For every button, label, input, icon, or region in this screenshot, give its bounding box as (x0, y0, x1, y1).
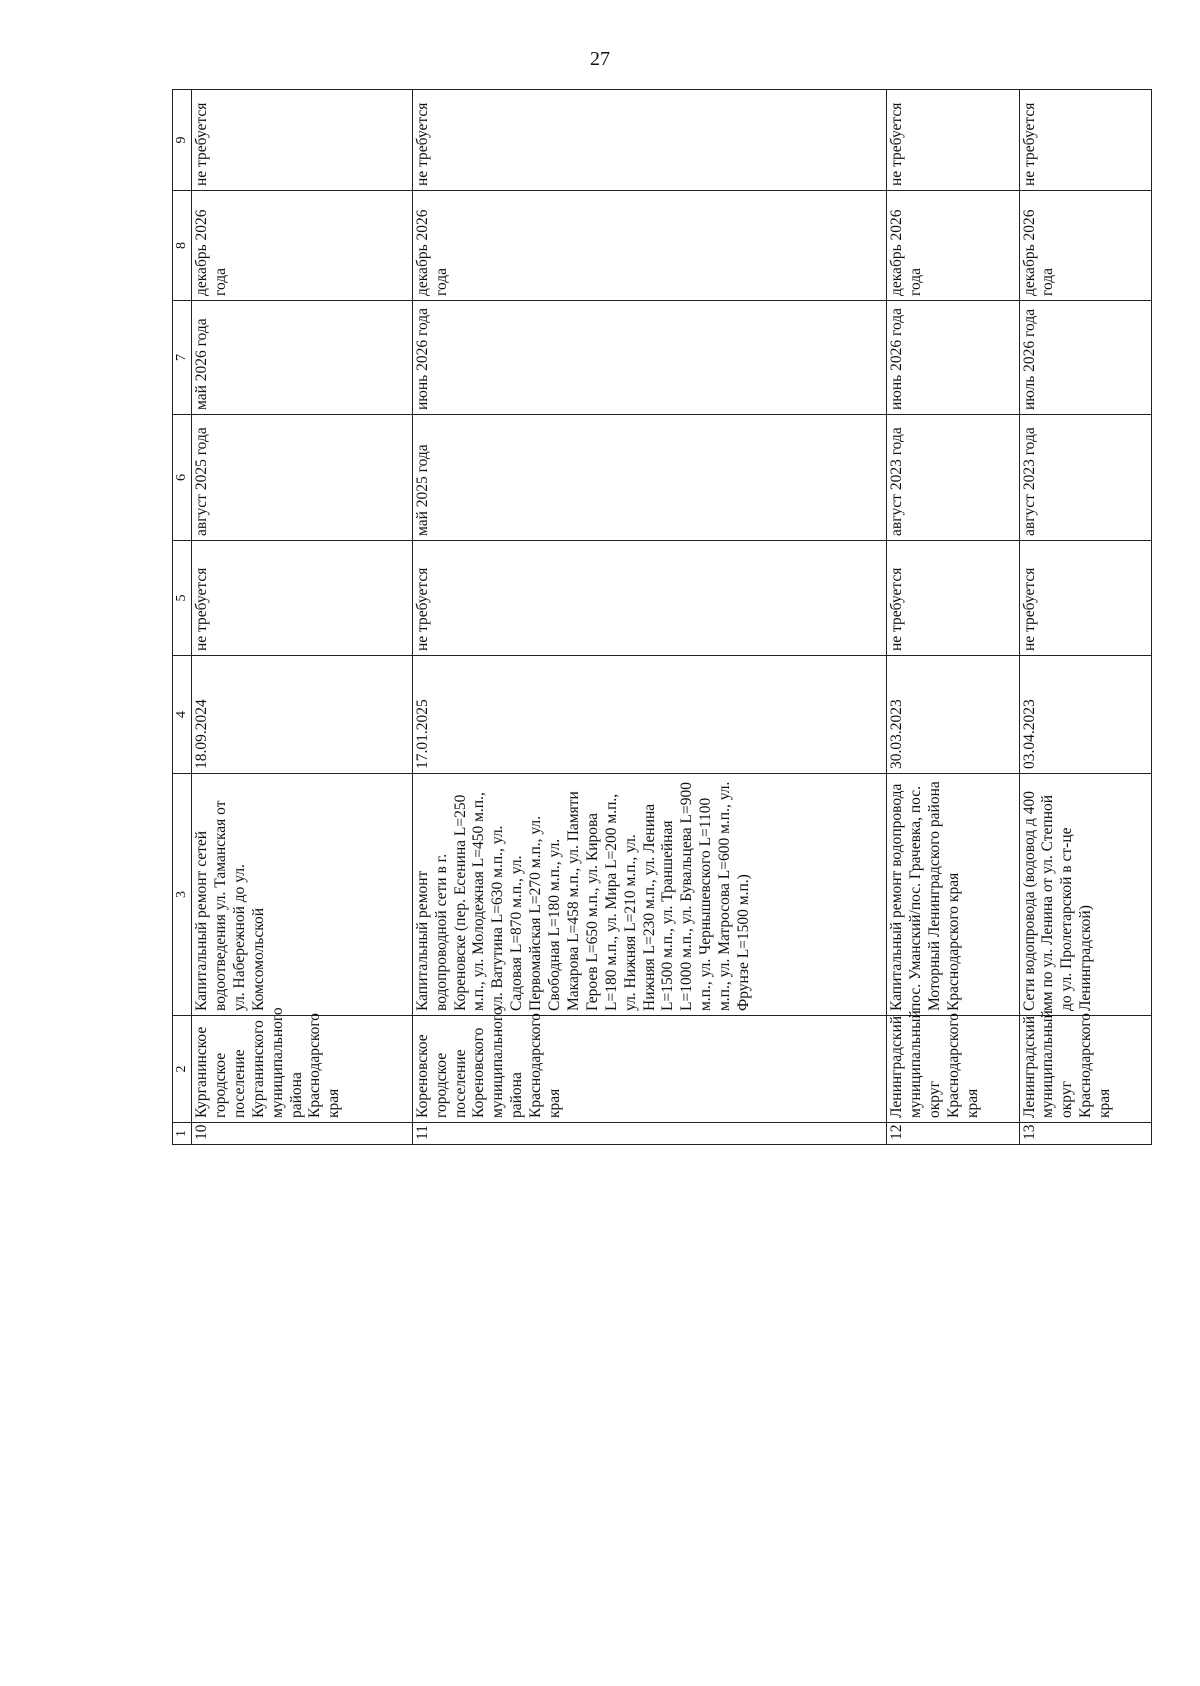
col9-cell: не требуется (1019, 90, 1151, 191)
col5-cell: не требуется (412, 541, 886, 656)
table-row (192, 90, 413, 1145)
column-number-row (173, 90, 192, 1145)
row-number: 11 (412, 1123, 886, 1145)
row-number: 13 (1019, 1123, 1151, 1145)
object-cell: Капитальный ремонт водопроводной сети в г. Кореновске (пер. Есенина L=250 м.п., ул. Молодежная L=450 м.п., ул. Ватутина L=630 м.п., ул. Садовая L=870 м.п., ул. Первомайская L=270 м.п., ул. Свободная L=180 м.п., ул. Макарова L=458 м.п., ул. Памяти Героев L=650 м.п., ул. Кирова L=180 м.п., ул. Мира L=200 м.п., ул. Нижняя L=210 м.п., ул. Нижняя L=230 м.п., ул. Ленина L=1500 м.п., ул. Траншейная L=1000 м.п., ул. Бувальцева L=900 м.п., ул. Чернышевского L=1100 м.п., ул. Матросова L=600 м.п., ул. Фрунзе L=1500 м.п.) (412, 774, 886, 1016)
date-cell: 18.09.2024 (192, 656, 413, 774)
col8-cell: декабрь 2026 года (887, 191, 1019, 301)
col9-cell: не требуется (192, 90, 413, 191)
col7-cell: май 2026 года (192, 301, 413, 415)
schedule-table (172, 89, 1152, 1145)
col7-cell: июнь 2026 года (412, 301, 886, 415)
municipality-cell: Ленинградский муниципальный округ Краснодарского края (887, 1016, 1019, 1123)
municipality-cell: Ленинградский муниципальный округ Краснодарского края (1019, 1016, 1151, 1123)
col7-cell: июль 2026 года (1019, 301, 1151, 415)
col7-cell: июнь 2026 года (887, 301, 1019, 415)
page-number: 27 (590, 48, 610, 70)
row-number: 10 (192, 1123, 413, 1145)
col6-cell: август 2025 года (192, 415, 413, 541)
row-number: 12 (887, 1123, 1019, 1145)
date-cell: 30.03.2023 (887, 656, 1019, 774)
col5-cell: не требуется (887, 541, 1019, 656)
col8-cell: декабрь 2026 года (192, 191, 413, 301)
municipality-cell: Курганинское городское поселение Курганинского муниципального района Краснодарского края (192, 1016, 413, 1123)
col6-cell: август 2023 года (1019, 415, 1151, 541)
column-number: 9 (173, 90, 192, 191)
column-number: 8 (173, 191, 192, 301)
column-number: 7 (173, 301, 192, 415)
col9-cell: не требуется (887, 90, 1019, 191)
table-row (1019, 90, 1151, 1145)
column-number: 4 (173, 656, 192, 774)
column-number: 5 (173, 541, 192, 656)
column-number: 1 (173, 1123, 192, 1145)
col5-cell: не требуется (1019, 541, 1151, 656)
column-number: 2 (173, 1016, 192, 1123)
object-cell: Сети водопровода (водовод д 400 мм по ул. Ленина от ул. Степной до ул. Пролетарской в ст-це Ленинградской) (1019, 774, 1151, 1016)
object-cell: Капитальный ремонт сетей водоотведения ул. Таманская от ул. Набережной до ул. Комсомольской (192, 774, 413, 1016)
municipality-cell: Кореновское городское поселение Кореновского муниципального района Краснодарского края (412, 1016, 886, 1123)
column-number: 6 (173, 415, 192, 541)
col5-cell: не требуется (192, 541, 413, 656)
col9-cell: не требуется (412, 90, 886, 191)
col8-cell: декабрь 2026 года (1019, 191, 1151, 301)
date-cell: 17.01.2025 (412, 656, 886, 774)
date-cell: 03.04.2023 (1019, 656, 1151, 774)
column-number: 3 (173, 774, 192, 1016)
col6-cell: май 2025 года (412, 415, 886, 541)
object-cell: Капитальный ремонт водопровода пос. Уманский/пос. Грачевка, пос. Моторный Ленинградского района Краснодарского края (887, 774, 1019, 1016)
rotated-table-container (172, 90, 1152, 1145)
table-row (412, 90, 886, 1145)
table-row (887, 90, 1019, 1145)
col8-cell: декабрь 2026 года (412, 191, 886, 301)
col6-cell: август 2023 года (887, 415, 1019, 541)
